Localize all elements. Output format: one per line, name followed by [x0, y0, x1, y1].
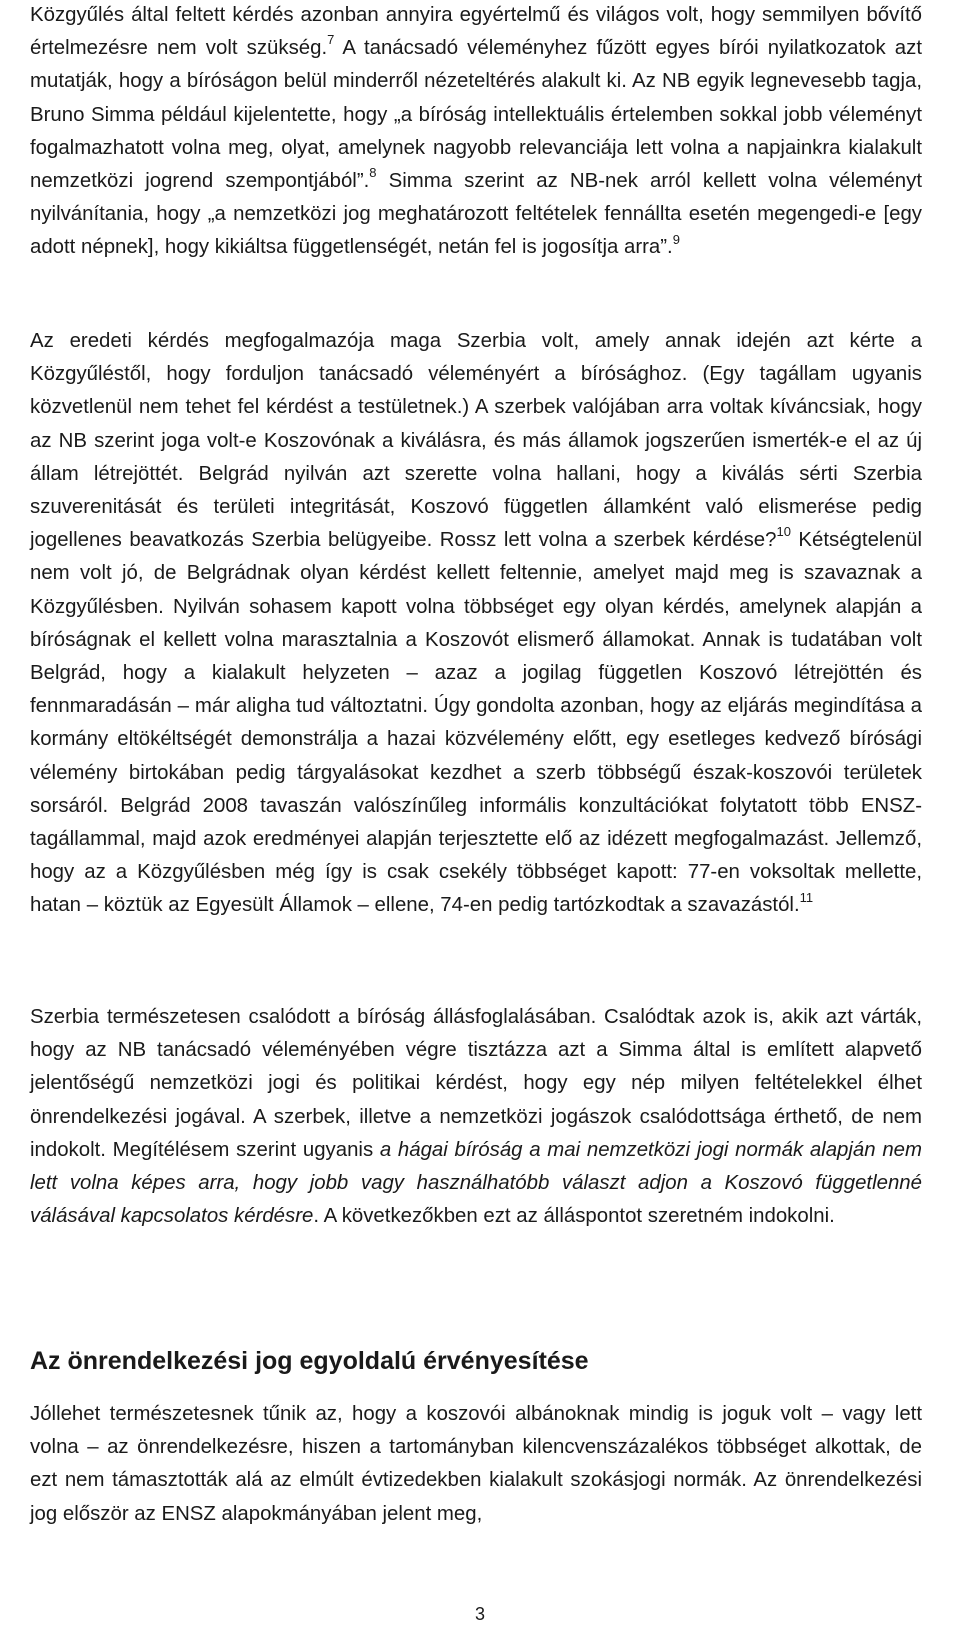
paragraph-self-determination — [30, 1398, 922, 1531]
page-number: 3 — [474, 1604, 485, 1624]
paragraph-serbia-question — [30, 325, 922, 923]
paragraph-text: Simma szerint az NB-nek arról kellett volna véleményt nyilvánítania, hogy „a nemzetközi jog meghatározott feltételek fennállta esetén megengedi-e [egy adott népnek], hogy kikiáltsa függetlenségét, netán fel is jogosítja arra”. — [30, 170, 923, 259]
emphasized-thesis: a hágai bíróság a mai nemzetközi jogi normák alapján nem lett volna képes arra, hogy jobb vagy használhatóbb választ adjon a Koszovó függetlenné válásával kapcsolatos kérdésre — [30, 1138, 922, 1228]
paragraph-text: Szerbia természetesen csalódott a bíróság állásfoglalásában. Csalódtak azok is, akik azt várták, hogy az NB tanácsadó véleményében végre tisztázza azt a Simma által is említett alapvető jelentőségű nemzetközi jogi és politikai kérdést, hogy egy nép milyen feltételekkel élhet önrendelkezési jogával. A szerbek, illetve a nemzetközi jogászok csalódottsága érthető, de nem indokolt. Megítélésem szerint ugyanis — [30, 1006, 922, 1161]
paragraph-disappointment — [30, 1001, 922, 1233]
paragraph-text: Közgyűlés által feltett kérdés azonban annyira egyértelmű és világos volt, hogy semmilyen bővítő értelmezésre nem volt szükség. — [30, 4, 922, 60]
footnote-ref-10[interactable]: 10 — [776, 524, 791, 540]
footnote-ref-9[interactable]: 9 — [672, 231, 680, 247]
footnote-ref-7[interactable]: 7 — [327, 32, 335, 48]
paragraph-text: Az eredeti kérdés megfogalmazója maga Szerbia volt, amely annak idején azt kérte a Közgyűléstől, hogy forduljon tanácsadó véleményért a bírósághoz. (Egy tagállam ugyanis közvetlenül nem tehet fel kérdést a testületnek.) A szerbek valójában arra voltak kíváncsiak, hogy az NB szerint joga volt-e Koszovónak a kiválásra, és más államok jogszerűen ismerték-e el az új állam létrejöttét. Belgrád nyilván azt szerette volna hallani, hogy a kiválás sérti Szerbia szuverenitását és területi integritását, Koszovó független államként való elismerése pedig jogellenes beavatkozás Szerbia belügyeibe. Rossz lett volna a szerbek kérdése? — [30, 330, 922, 552]
paragraph-text: . A következőkben ezt az álláspontot szeretném indokolni. — [313, 1205, 835, 1228]
section-heading: Az önrendelkezési jog egyoldalú érvényesítése — [30, 1347, 589, 1375]
paragraph-text: A tanácsadó véleményhez fűzött egyes bírói nyilatkozatok azt mutatják, hogy a bíróságon belül minderről nézeteltérés alakult ki. Az NB egyik legnevesebb tagja, Bruno Simma például kijelentette, hogy „a bíróság intellektuális értelemben sokkal jobb véleményt fogalmazhatott volna meg, olyat, amelynek nagyobb relevanciája lett volna a napjainkra kialakult nemzetközi jogrend szempontjából”. — [30, 37, 922, 193]
footnote-ref-8[interactable]: 8 — [369, 165, 377, 181]
footnote-ref-11[interactable]: 11 — [799, 889, 814, 905]
paragraph-text: Jóllehet természetesnek tűnik az, hogy a koszovói albánoknak mindig is joguk volt – vagy lett volna – az önrendelkezésre, hiszen a tartományban kilencvenszázalékos többséget alkottak, de ezt nem támasztották alá az elmúlt évtizedekben kialakult szokásjogi normák. Az önrendelkezési jog először az ENSZ alapokmányában jelent meg, — [30, 1403, 922, 1525]
paragraph-text: Kétségtelenül nem volt jó, de Belgrádnak olyan kérdést kellett feltennie, amelyet majd meg is szavaznak a Közgyűlésben. Nyilván sohasem kapott volna többséget egy olyan kérdés, amelynek alapján a bíróságnak el kellett volna marasztalnia a Koszovót elismerő államokat. Annak is tudatában volt Belgrád, hogy a kialakult helyzeten – azaz a jogilag független Koszovó létrejöttén és fennmaradásán – már aligha tud változtatni. Úgy gondolta azonban, hogy az eljárás megindítása a kormány eltökéltségét demonstrálja a hazai közvélemény előtt, egy esetleges kedvező bírósági vélemény birtokában pedig tárgyalásokat kezdhet a szerb többségű észak-koszovói területek sorsáról. Belgrád 2008 tavaszán valószínűleg informális konzultációkat folytatott több ENSZ-tagállammal, majd azok eredményei alapján terjesztette elő az idézett megfogalmazást. Jellemző, hogy az a Közgyűlésben még így is csak csekély többséget kapott: 77-en voksoltak mellette, hatan – köztük az Egyesült Államok – ellene, 74-en pedig tartózkodtak a szavazástól. — [30, 529, 923, 917]
paragraph-icj-opinion-debate — [30, 0, 922, 265]
